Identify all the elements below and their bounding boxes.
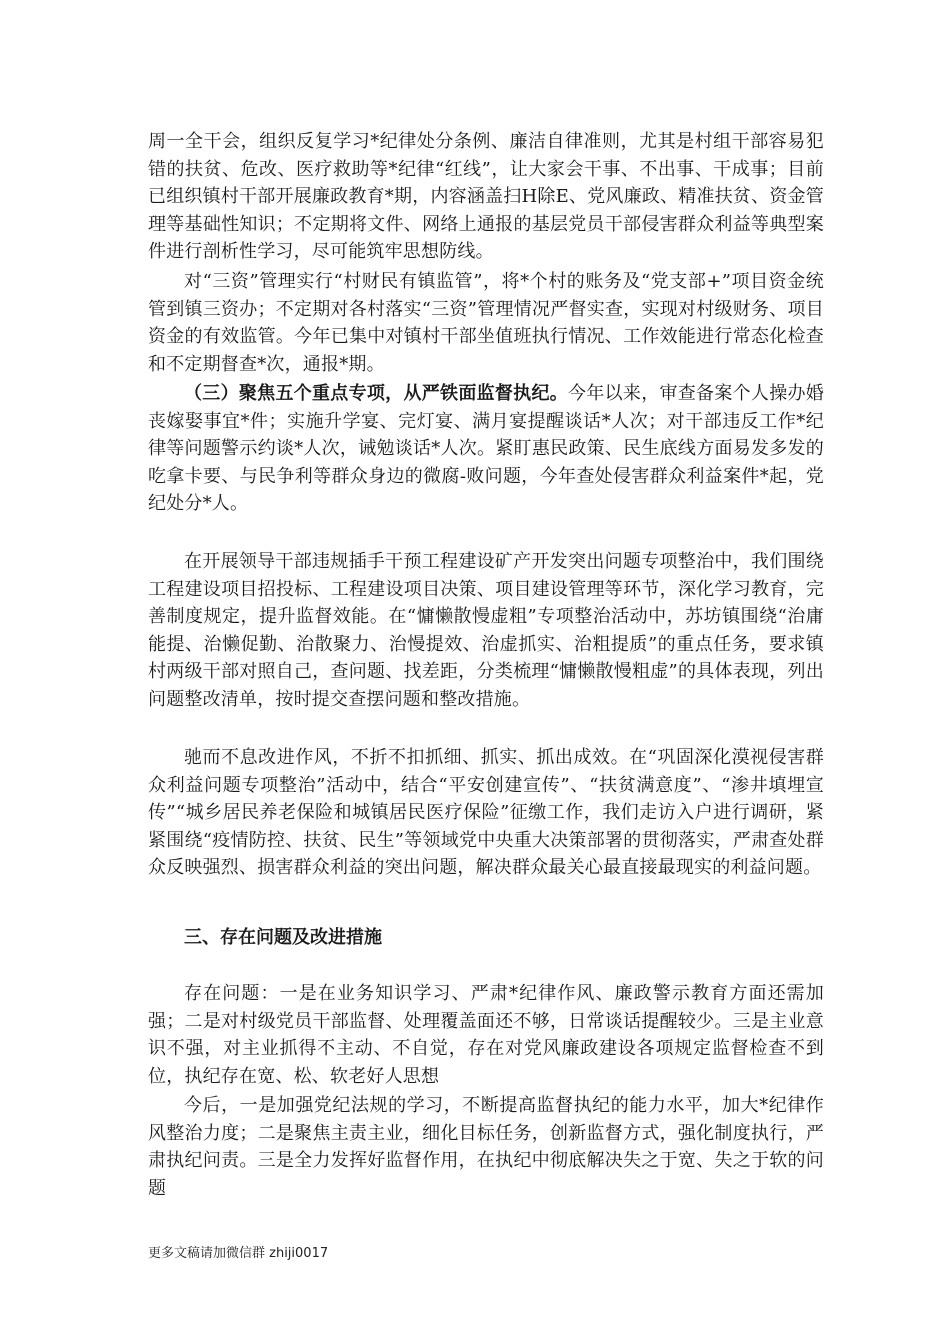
paragraph-text: 在开展领导干部违规插手干预工程建设矿产开发突出问题专项整治中，我们围绕工程建设项目招投标、工程建设项目决策、项目建设管理等环节，深化学习教育，完善制度规定，提升监督效能。在“慵懒散慢虚粗”专项整治活动中，苏坊镇围绕“治庸能提、治懒促勤、治散聚力、治慢提效、治虚抓实、治粗提质”的重点任务，要求镇村两级干部对照自己，查问题、找差距，分类梳理“慵懒散慢粗虚”的具体表现，列出问题整改清单，按时提交查摆问题和整改措施。 (148, 551, 824, 710)
section-heading: 三、存在问题及改进措施 (184, 927, 382, 948)
paragraph-work-style-improvement (148, 744, 824, 882)
paragraph-text: 今后，一是加强党纪法规的学习，不断提高监督执纪的能力水平，加大*纪律作风整治力度；二是聚焦主责主业，细化目标任务，创新监督方式，强化制度执行，严肃执纪问责。三是全力发挥好监督作用，在执纪中彻底解决失之于宽、失之于软的问题 (148, 1095, 824, 1199)
paragraph-improvement-measures (148, 1092, 824, 1202)
paragraph-five-key-projects (148, 380, 824, 518)
paragraph-existing-problems (148, 980, 824, 1090)
paragraph-text: 对“三资”管理实行“村财民有镇监管”，将*个村的账务及“党支部+”项目资金统管到镇三资办；不定期对各村落实“三资”管理情况严督实查，实现对村级财务、项目资金的有效监管。今年已集中对镇村干部坐值班执行情况、工作效能进行常态化检查和不定期督查*次，通报*期。 (148, 271, 824, 375)
footer-note: 更多文稿请加微信群 zhiji0017 (148, 1246, 329, 1261)
paragraph-text: 驰而不息改进作风，不折不扣抓细、抓实、抓出成效。在“巩固深化漠视侵害群众利益问题专项整治”活动中，结合“平安创建宣传”、“扶贫满意度”、“渗井填埋宣传”“城乡居民养老保险和城镇居民医疗保险”征缴工作，我们走访入户进行调研，紧紧围绕“疫情防控、扶贫、民生”等领域党中央重大决策部署的贯彻落实，严肃查处群众反映强烈、损害群众利益的突出问题，解决群众最关心最直接最现实的利益问题。 (148, 747, 824, 878)
paragraph-text: 今年以来，审查备案个人操办婚丧嫁娶事宜*件；实施升学宴、完灯宴、满月宴提醒谈话*人次；对干部违反工作*纪律等问题警示约谈*人次，诫勉谈话*人次。紧盯惠民政策、民生底线方面易发多发的吃拿卡要、与民争利等群众身边的微腐-败问题，今年查处侵害群众利益案件*起，党纪处分*人。 (148, 383, 824, 514)
paragraph-three-assets-management (148, 268, 824, 378)
paragraph-party-discipline-study (148, 128, 824, 266)
paragraph-text: 周一全干会，组织反复学习*纪律处分条例、廉洁自律准则，尤其是村组干部容易犯错的扶贫、危改、医疗救助等*纪律“红线”，让大家会干事、不出事、干成事；目前已组织镇村干部开展廉政教育*期，内容涵盖扫H除E、党风廉政、精准扶贫、资金管理等基础性知识；不定期将文件、网络上通报的基层党员干部侵害群众利益等典型案件进行剖析性学习，尽可能筑牢思想防线。 (148, 131, 824, 262)
paragraph-lead-heading: （三）聚焦五个重点专项，从严铁面监督执纪。 (184, 383, 569, 404)
paragraph-text: 存在问题：一是在业务知识学习、严肃*纪律作风、廉政警示教育方面还需加强；二是对村级党员干部监督、处理覆盖面还不够，日常谈话提醒较少。三是主业意识不强，对主业抓得不主动、不自觉，存在对党风廉政建设各项规定监督检查不到位，执纪存在宽、松、软老好人思想 (148, 983, 824, 1087)
paragraph-special-rectification (148, 548, 824, 713)
